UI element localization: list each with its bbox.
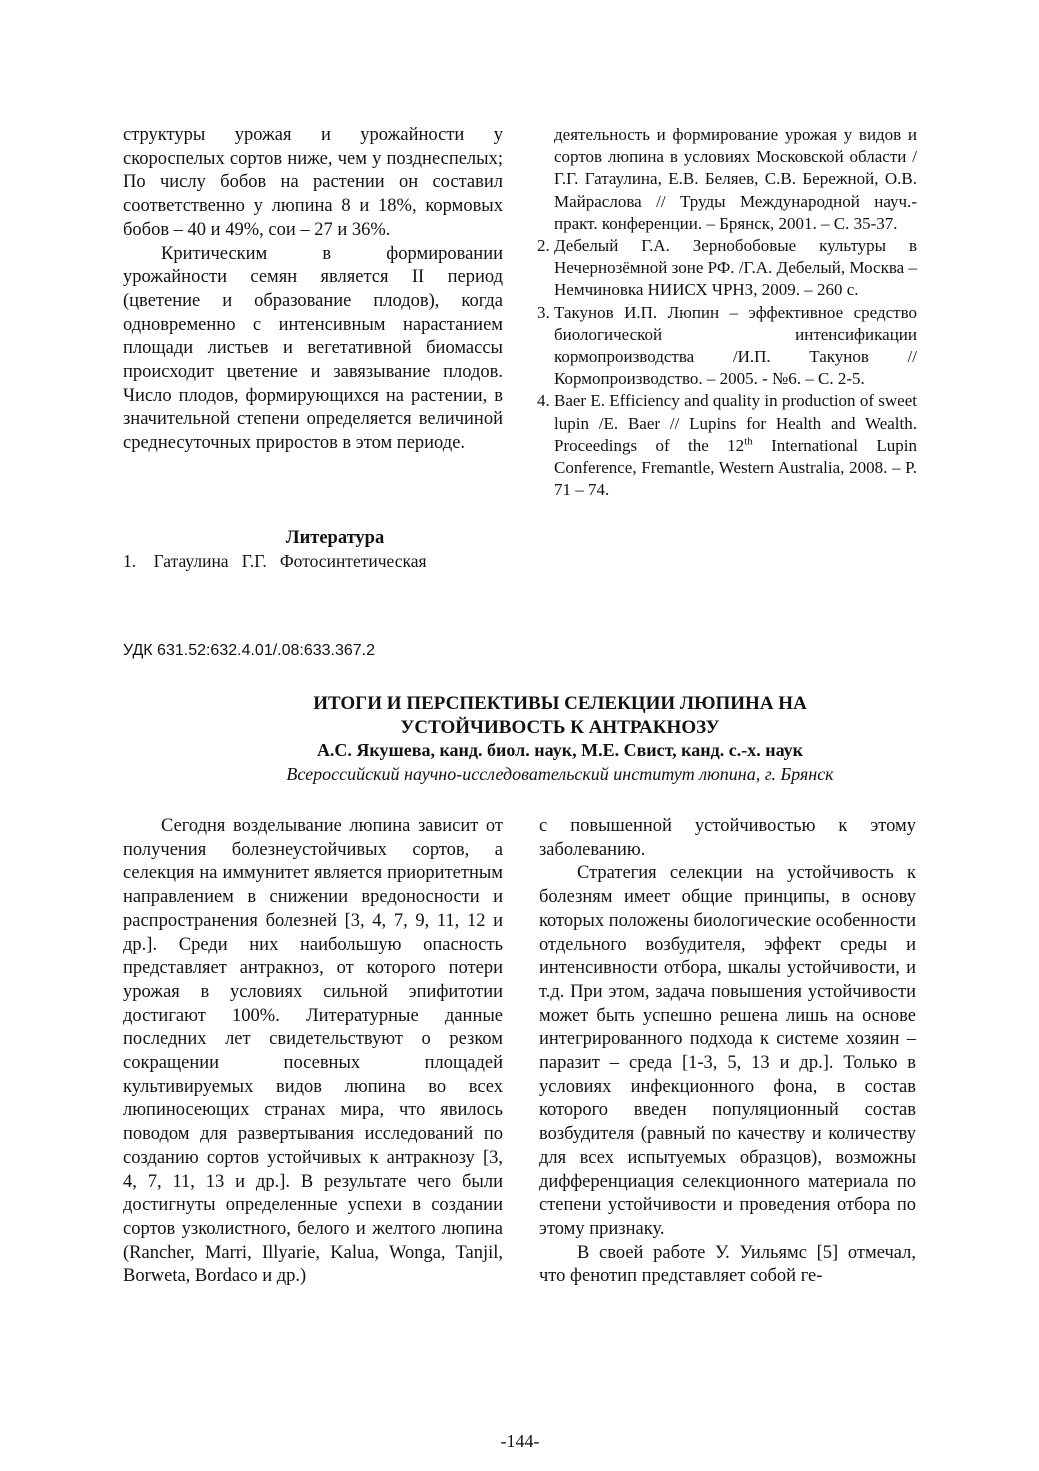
paragraph: Сегодня возделывание люпина зависит от получения болезнеустойчивых сортов, а селекция на иммунитет является приоритетным направлением в снижении вредоносности и распространения болезней [3, 4, 7, 9, 11, 12 и др.]. Среди них наибольшую опасность представляет антракноз, от которого потери урожая в условиях сильной эпифитотии достигают 100%. Литературные данные последних лет свидетельствуют о резком сокращении посевных площадей культивируемых видов люпина во всех люпиносеющих странах мира, что явилось поводом для развертывания исследований по созданию сортов устойчивых к антракнозу [3, 4, 7, 11, 13 и др.]. В результате чего были достигнуты определенные успехи в создании сортов узколистного, белого и желтого люпина (Rancher, Marri, Illyarie, Kalua, Wonga, Tanjil, Borweta, Bordaco и др.) — [123, 816, 503, 1287]
reference-text: Дебелый Г.А. Зернобобовые культуры в Нечернозёмной зоне РФ. /Г.А. Дебелый, Москва – Немчиновка НИИСХ ЧРНЗ, 2009. – 260 с. — [554, 236, 917, 300]
article-institution: Всероссийский научно-исследовательский институт люпина, г. Брянск — [286, 764, 834, 784]
reference-text — [554, 390, 917, 501]
body-right-column — [539, 815, 916, 1289]
reference-item-4 — [537, 390, 917, 501]
article-title-line: ИТОГИ И ПЕРСПЕКТИВЫ СЕЛЕКЦИИ ЛЮПИНА НА — [313, 693, 807, 714]
references-list — [537, 124, 917, 501]
reference-text-part: International Lupin Conference, Fremantle, Western Australia, 2008. – P. 71 – 74. — [554, 435, 917, 500]
reference-text: Такунов И.П. Люпин – эффективное средство биологической интенсификации кормопроизводства /И.П. Такунов // Кормопроизводство. – 2005. - №6. – С. 2-5. — [554, 302, 917, 389]
reference-number: 3. — [537, 302, 550, 322]
paragraph: Стратегия селекции на устойчивость к болезням имеет общие принципы, в основу которых положены биологические особенности отдельного возбудителя, эффект среды и интенсивности отбора, шкалы устойчивости, и т.д. При этом, задача повышения устойчивости может быть успешно решена лишь на основе интегрированного подхода к системе хозяин – паразит – среда [1-3, 5, 13 и др.]. Только в условиях инфекционного фона, в состав которого введен популяционный состав возбудителя (равный по качеству и количеству для всех испытуемых образцов), возможны дифференциация селекционного материала по степени устойчивости и проведения отбора по этому признаку. — [539, 863, 916, 1239]
reference-number: 2. — [537, 236, 550, 256]
superscript: th — [744, 435, 753, 448]
reference-number: 1. — [123, 551, 137, 571]
body-left-column — [123, 815, 503, 1289]
reference-number: 4. — [537, 391, 550, 411]
references-heading: Литература — [285, 528, 385, 548]
article-title-line: УСТОЙЧИВОСТЬ К АНТРАКНОЗУ — [400, 717, 720, 738]
reference-item-3 — [537, 302, 917, 391]
article-title — [200, 692, 920, 740]
reference-text: Гатаулина Г.Г. Фотосинтетическая — [153, 551, 427, 571]
paragraph: с повышенной устойчивостью к этому заболеванию. — [539, 816, 916, 860]
paragraph: Критическим в формировании урожайности семян является II период (цветение и образование плодов), когда одновременно с интенсивным нарастанием площади листьев и вегетативной биомассы происходит цветение и завязывание плодов. Число плодов, формирующихся на растении, в значительной степени определяется величиной среднесуточных приростов в этом периоде. — [123, 243, 503, 454]
paragraph: структуры урожая и урожайности у скороспелых сортов ниже, чем у позднеспелых; По числу бобов на растении он составил соответственно у люпина 8 и 18%, кормовых бобов – 40 и 49%, сои – 27 и 36%. — [123, 125, 503, 240]
paragraph: В своей работе У. Уильямс [5] отмечал, что фенотип представляет собой ге- — [539, 1242, 916, 1287]
article-authors: А.С. Якушева, канд. биол. наук, М.Е. Свист, канд. с.-х. наук — [316, 740, 804, 760]
reference-item-2 — [537, 235, 917, 302]
reference-text-part: Baer E. Efficiency and quality in production of sweet lupin /E. Baer // Lupins for Health and Wealth. Proceedings of the 12 — [554, 391, 917, 455]
top-left-column — [123, 124, 503, 456]
reference-item-1-continuation: деятельность и формирование урожая у видов и сортов люпина в условиях Московской области /Г.Г. Гатаулина, Е.В. Беляев, С.В. Бережной, О.В. Майраслова // Труды Международной науч.-практ. конференции. – Брянск, 2001. – С. 35-37. — [554, 125, 917, 233]
reference-item-1-start — [123, 551, 427, 572]
udc-code: УДК 631.52:632.4.01/.08:633.367.2 — [123, 642, 376, 659]
page-number: -144- — [500, 1431, 540, 1451]
